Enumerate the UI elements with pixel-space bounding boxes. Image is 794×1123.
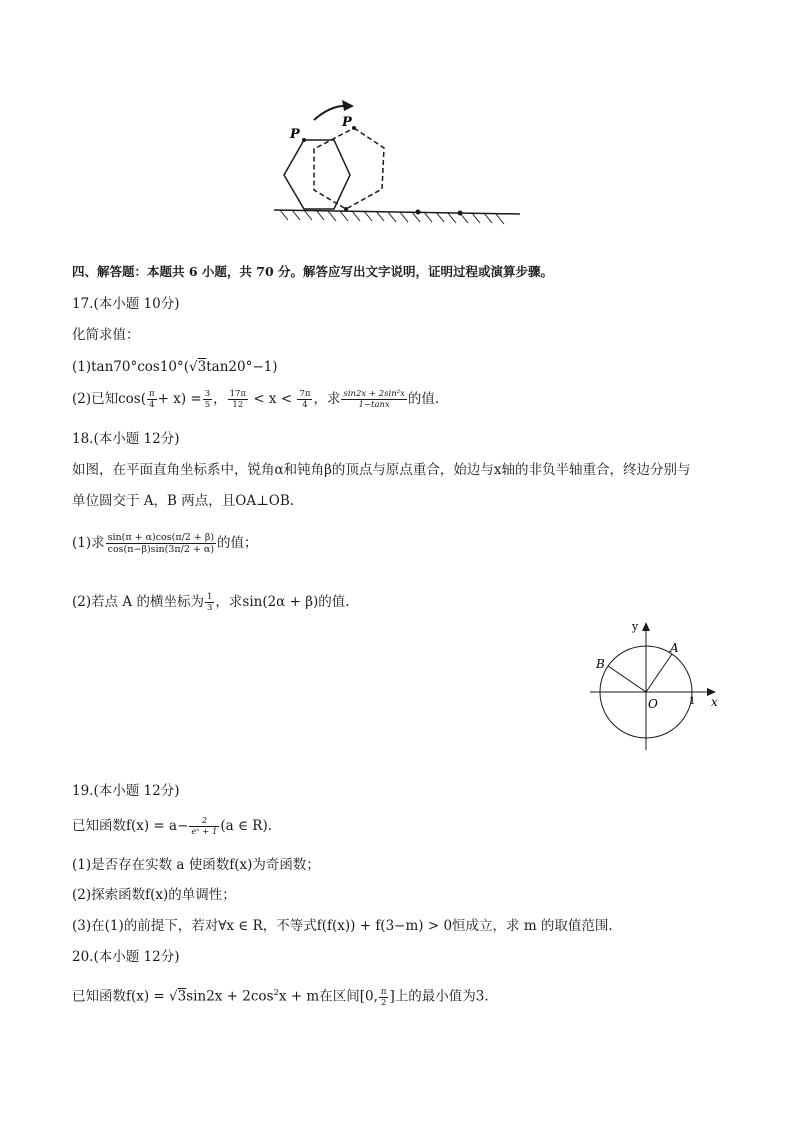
q20-rad: 3	[177, 988, 187, 1005]
q17-intro: 化简求值：	[72, 327, 140, 343]
ground-line	[274, 210, 520, 214]
label-a: A	[670, 641, 679, 655]
q17-part1-rad: 3	[197, 359, 207, 375]
q17-part2-a: (2)已知cos(	[72, 391, 147, 407]
q19-part2: (2)探索函数f(x)的单调性；	[72, 887, 236, 903]
q20-header: 20.(本小题 12分)	[72, 949, 180, 965]
q19-func	[72, 816, 272, 837]
q17-part1	[72, 358, 278, 376]
solid-hexagon	[284, 140, 350, 209]
q18-text2: 单位圆交于 A，B 两点，且OA⊥OB.	[72, 493, 295, 509]
label-b: B	[596, 657, 605, 671]
y-axis-arrow	[642, 622, 650, 631]
q19-header: 19.(本小题 12分)	[72, 783, 180, 799]
q20-text-d: ]上的最小值为3.	[389, 988, 489, 1005]
fraction: $\frac{\pi}{2}$	[380, 986, 387, 1008]
q18-part2-b: ，求sin(2α + β)的值.	[215, 594, 350, 610]
fraction: $\frac{\pi}{4}$	[149, 389, 155, 410]
unit-circle-figure	[588, 618, 728, 753]
q18-part1-b: 的值；	[217, 535, 258, 551]
label-x: x	[711, 695, 718, 709]
q17-part2-b: + x) =	[157, 391, 202, 407]
fraction: $\frac{2}{\text{eˣ + 1}}$	[191, 816, 218, 837]
q17-part1-b: tan20°−1)	[206, 359, 278, 375]
sqrt-sign: √	[189, 359, 198, 375]
motion-arrowhead	[342, 100, 354, 111]
q20-text	[72, 984, 489, 1008]
label-o: O	[648, 697, 658, 711]
q20-text-c: x + m在区间[0,	[278, 988, 378, 1005]
q19-part1: (1)是否存在实数 a 使函数f(x)为奇函数；	[72, 857, 320, 873]
q19-part3: (3)在(1)的前提下，若对∀x ∈ R，不等式f(f(x)) + f(3−m) > 0恒成立，求 m 的取值范围.	[72, 918, 613, 934]
q18-header: 18.(本小题 12分)	[72, 431, 180, 447]
q17-part2-e: ，求	[313, 391, 341, 407]
q18-text1: 如图，在平面直角坐标系中，锐角α和钝角β的顶点与原点重合，始边与x轴的非负半轴重合，终边分别与	[72, 462, 691, 478]
vertex-dot	[302, 138, 306, 142]
q17-part1-a: (1)tan70°cos10°(	[72, 359, 190, 375]
fraction: $\frac{17\pi}{12}$	[229, 389, 247, 410]
q20-text-b: sin2x + 2cos	[186, 988, 274, 1005]
q18-part2-a: (2)若点 A 的横坐标为	[72, 594, 204, 610]
q18-part2	[72, 592, 350, 613]
rolling-hexagon-figure	[262, 92, 532, 232]
q19-func-b: (a ∈ R).	[220, 818, 273, 834]
fraction: $\frac{3}{5}$	[204, 389, 211, 410]
q18-part1	[72, 532, 258, 555]
q18-part1-a: (1)求	[72, 535, 105, 551]
q20-text-a: 已知函数f(x) =	[72, 988, 165, 1005]
q17-part2-f: 的值.	[407, 391, 440, 407]
fraction: $\frac{\sin(\pi + \alpha)\cos(\pi/2 + \beta)}{\cos(\pi-\beta)\sin(3\pi/2 + \alpha)}$	[107, 532, 215, 555]
q17-header: 17.(本小题 10分)	[72, 296, 180, 312]
fraction: $\frac{\text{sin2x + 2sin²x}}{1-\tan x}$	[343, 389, 405, 410]
ray-ob	[608, 666, 646, 692]
q20-sup: 2	[273, 988, 279, 998]
q17-part2-d: < x <	[253, 391, 293, 407]
label-p-left: P	[290, 127, 300, 142]
sqrt-sign: √	[169, 988, 178, 1005]
fraction: $\frac{1}{3}$	[206, 592, 213, 613]
fraction: $\frac{7\pi}{4}$	[299, 389, 311, 410]
ray-oa	[646, 654, 672, 692]
label-p-right: P	[342, 115, 352, 130]
label-one: 1	[689, 696, 696, 707]
vertex-dot	[352, 126, 356, 130]
q17-part2-c: ，	[213, 391, 227, 407]
q17-part2	[72, 389, 439, 410]
section-heading: 四、解答题：本题共 6 小题，共 70 分。解答应写出文字说明，证明过程或演算步骤。	[72, 264, 554, 279]
q19-func-a: 已知函数f(x) = a−	[72, 818, 189, 834]
label-y: y	[632, 620, 639, 633]
